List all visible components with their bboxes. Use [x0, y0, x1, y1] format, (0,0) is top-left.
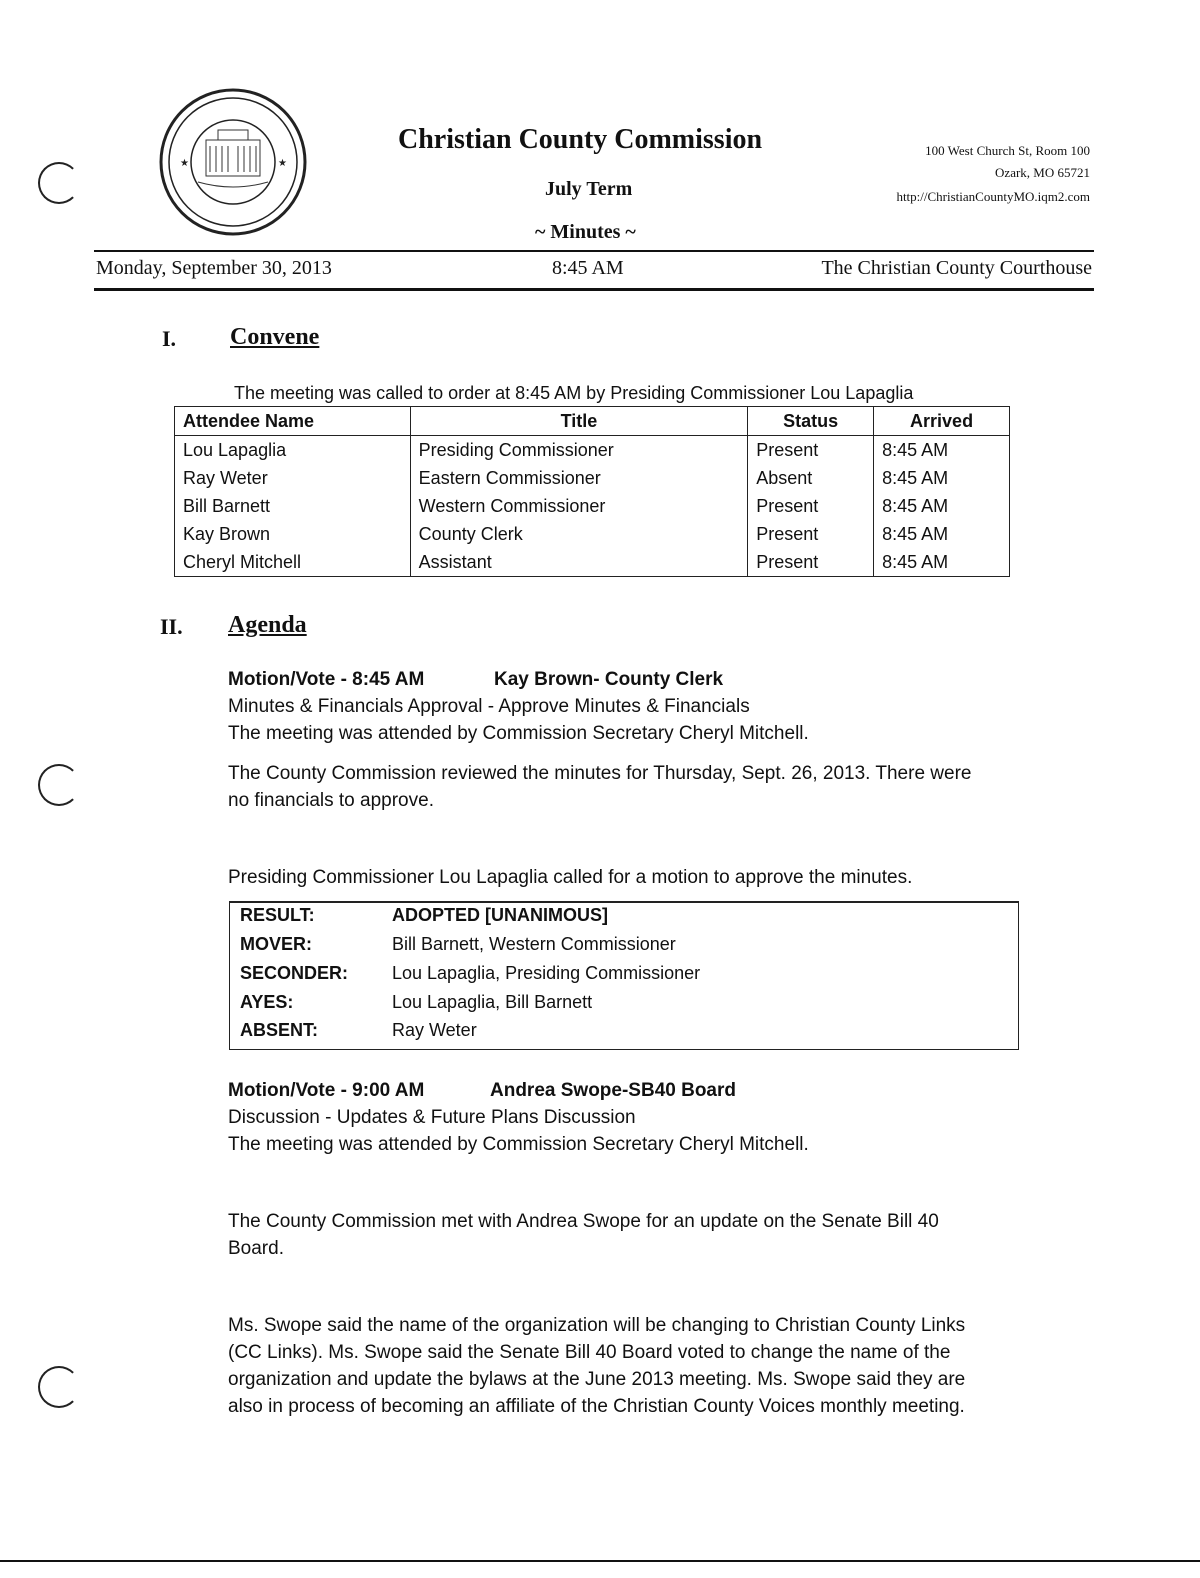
vote-label: ABSENT:	[240, 1020, 319, 1040]
agenda-item-2-attended: The meeting was attended by Commission Secretary Cheryl Mitchell.	[228, 1134, 809, 1155]
agenda-item-1-type-time: Motion/Vote - 8:45 AM	[228, 669, 425, 690]
attendee-name: Ray Weter	[175, 464, 411, 492]
section-2-number: II.	[160, 614, 183, 639]
column-header-name: Attendee Name	[175, 407, 411, 436]
attendee-arrived: 8:45 AM	[874, 548, 1010, 577]
vote-value: ADOPTED [UNANIMOUS]	[392, 905, 608, 925]
website-link[interactable]: http://ChristianCountyMO.iqm2.com	[896, 189, 1090, 204]
attendee-title: County Clerk	[410, 520, 748, 548]
vote-row-mover	[240, 934, 676, 955]
address-line-2: Ozark, MO 65721	[995, 165, 1090, 180]
county-seal-logo	[158, 88, 308, 236]
vote-label: RESULT:	[240, 905, 315, 925]
agenda-item-1-paragraph-2: Presiding Commissioner Lou Lapaglia called for a motion to approve the minutes.	[228, 867, 913, 888]
attendee-name: Kay Brown	[175, 520, 411, 548]
agenda-item-1-paragraph-1: The County Commission reviewed the minutes for Thursday, Sept. 26, 2013. There were	[228, 763, 972, 784]
attendee-status: Absent	[748, 464, 874, 492]
agenda-item-2-paragraph-2-line-4: also in process of becoming an affiliate of the Christian County Voices monthly meeting.	[228, 1396, 965, 1417]
agenda-item-2-type-time: Motion/Vote - 9:00 AM	[228, 1080, 425, 1101]
vote-value: Bill Barnett, Western Commissioner	[392, 934, 676, 954]
agenda-item-2-paragraph-2-line-1: Ms. Swope said the name of the organization will be changing to Christian County Links	[228, 1315, 966, 1336]
meeting-time: 8:45 AM	[552, 257, 624, 279]
attendee-title: Assistant	[410, 548, 748, 577]
agenda-item-2-paragraph-1: The County Commission met with Andrea Swope for an update on the Senate Bill 40	[228, 1211, 939, 1232]
vote-value: Lou Lapaglia, Bill Barnett	[392, 992, 593, 1012]
attendee-arrived: 8:45 AM	[874, 436, 1010, 465]
attendee-status: Present	[748, 520, 874, 548]
column-header-status: Status	[748, 407, 874, 436]
address-line-1: 100 West Church St, Room 100	[925, 143, 1090, 158]
agenda-item-2-paragraph-2-line-3: organization and update the bylaws at the June 2013 meeting. Ms. Swope said they are	[228, 1369, 966, 1390]
vote-row-ayes	[240, 992, 592, 1013]
attendee-name: Bill Barnett	[175, 492, 411, 520]
page-bottom-edge	[0, 1560, 1200, 1562]
attendee-status: Present	[748, 436, 874, 465]
section-2-title: Agenda	[228, 612, 307, 638]
table-row	[175, 492, 1010, 520]
vote-result-box	[229, 901, 1019, 1050]
attendee-title: Eastern Commissioner	[410, 464, 748, 492]
vote-row-absent	[240, 1020, 477, 1041]
table-row	[175, 520, 1010, 548]
attendance-table	[174, 406, 1010, 577]
punch-hole-bottom	[38, 1366, 80, 1408]
agenda-item-2-paragraph-2-line-2: (CC Links). Ms. Swope said the Senate Bill 40 Board voted to change the name of the	[228, 1342, 951, 1363]
punch-hole-middle	[38, 764, 80, 806]
attendee-status: Present	[748, 548, 874, 577]
meeting-location: The Christian County Courthouse	[821, 257, 1092, 279]
vote-label: MOVER:	[240, 934, 312, 954]
header-divider-bottom	[94, 288, 1094, 291]
section-1-title: Convene	[230, 324, 320, 350]
agenda-item-1-attended: The meeting was attended by Commission Secretary Cheryl Mitchell.	[228, 723, 809, 744]
vote-value: Ray Weter	[392, 1020, 477, 1040]
attendee-title: Presiding Commissioner	[410, 436, 748, 465]
attendee-name: Cheryl Mitchell	[175, 548, 411, 577]
vote-row-result	[240, 905, 608, 926]
section-1-number: I.	[162, 326, 177, 351]
punch-hole-top	[38, 162, 80, 204]
vote-value: Lou Lapaglia, Presiding Commissioner	[392, 963, 701, 983]
agenda-item-1-subject: Minutes & Financials Approval - Approve Minutes & Financials	[228, 696, 750, 717]
agenda-item-2-paragraph-1b: Board.	[228, 1238, 284, 1259]
meeting-term: July Term	[545, 178, 633, 200]
table-row	[175, 548, 1010, 577]
attendee-arrived: 8:45 AM	[874, 492, 1010, 520]
agenda-item-1-paragraph-1b: no financials to approve.	[228, 790, 434, 811]
header-divider-top	[94, 250, 1094, 252]
column-header-arrived: Arrived	[874, 407, 1010, 436]
attendee-title: Western Commissioner	[410, 492, 748, 520]
attendee-arrived: 8:45 AM	[874, 520, 1010, 548]
meeting-date: Monday, September 30, 2013	[96, 257, 332, 279]
document-subtitle: ~ Minutes ~	[535, 221, 636, 243]
attendance-header-row	[175, 407, 1010, 436]
column-header-title: Title	[410, 407, 748, 436]
table-row	[175, 464, 1010, 492]
agenda-item-2-subject: Discussion - Updates & Future Plans Discussion	[228, 1107, 636, 1128]
attendee-name: Lou Lapaglia	[175, 436, 411, 465]
attendee-arrived: 8:45 AM	[874, 464, 1010, 492]
vote-label: SECONDER:	[240, 963, 349, 983]
attendee-status: Present	[748, 492, 874, 520]
vote-row-seconder	[240, 963, 700, 984]
agenda-item-2-presenter: Andrea Swope-SB40 Board	[490, 1080, 736, 1101]
table-row	[175, 436, 1010, 465]
svg-text:★: ★	[278, 158, 287, 169]
page-title: Christian County Commission	[398, 124, 763, 155]
agenda-item-1-presenter: Kay Brown- County Clerk	[494, 669, 724, 690]
call-to-order-text: The meeting was called to order at 8:45 AM by Presiding Commissioner Lou Lapaglia	[234, 383, 914, 403]
vote-label: AYES:	[240, 992, 294, 1012]
svg-text:★: ★	[180, 158, 189, 169]
